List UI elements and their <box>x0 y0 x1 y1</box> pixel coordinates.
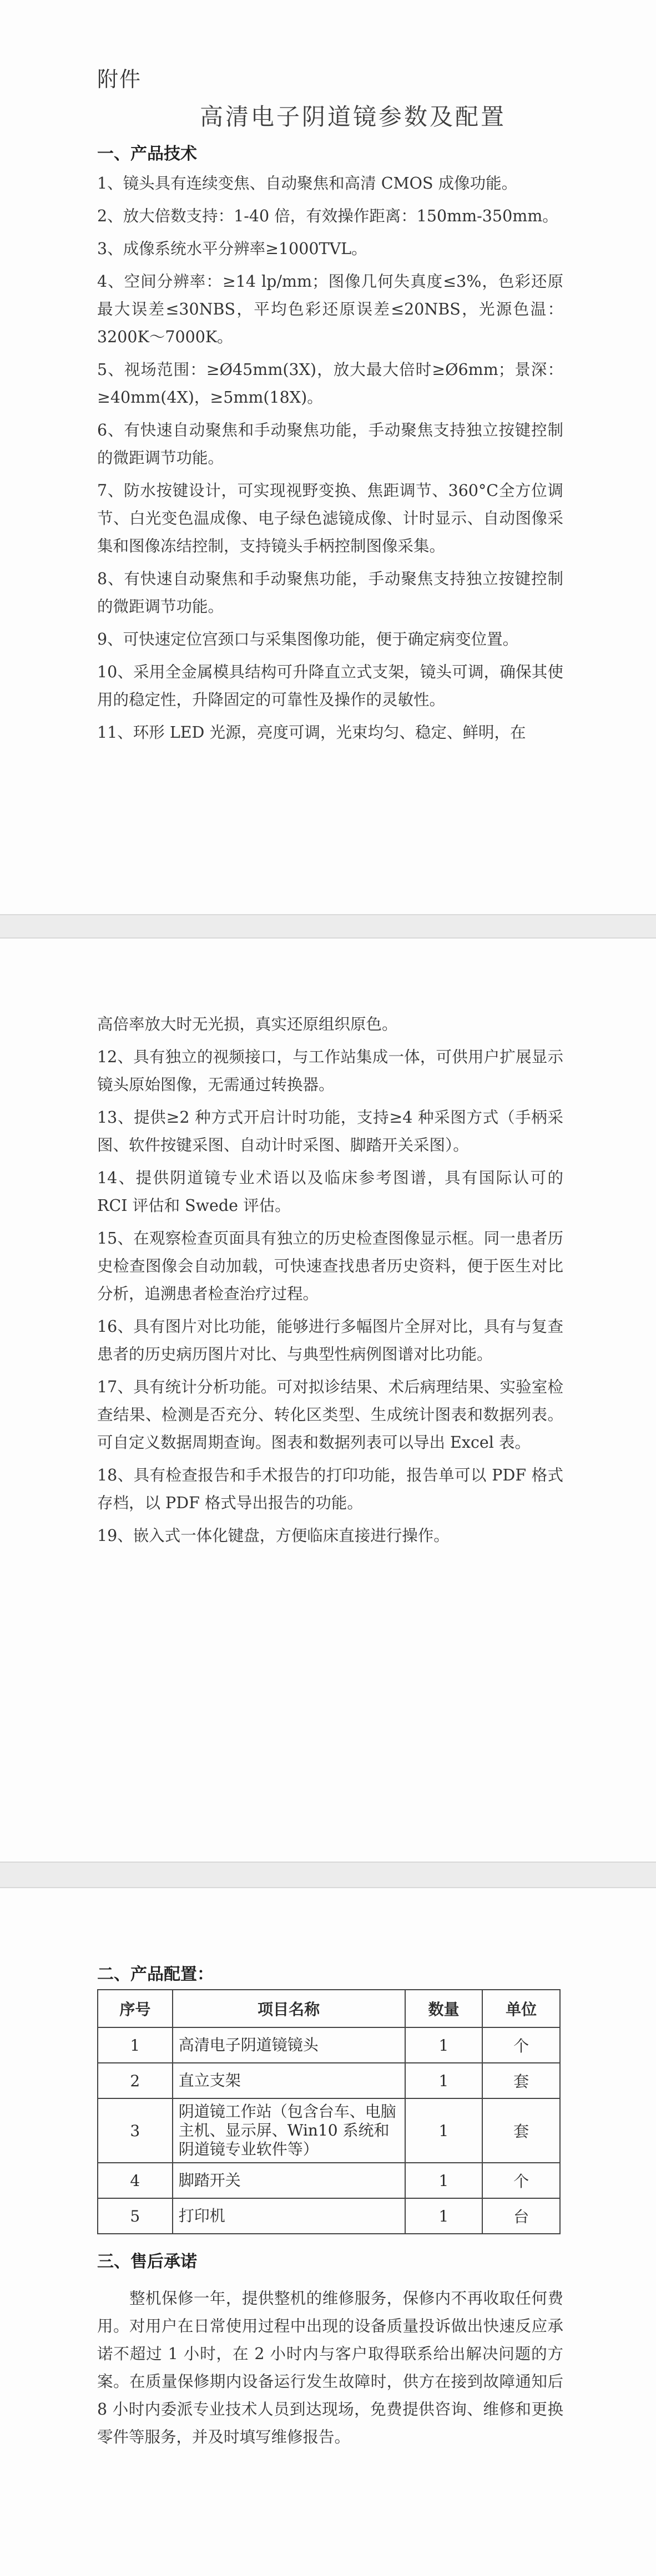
tech-item-19: 19、嵌入式一体化键盘，方便临床直接进行操作。 <box>97 1527 450 1545</box>
cell-unit: 台 <box>482 2198 560 2234</box>
document-page-3 <box>0 1887 656 2576</box>
tech-item-7: 7、防水按键设计，可实现视野变换、焦距调节、360°C全方位调节、白光变色温成像、电子绿色滤镜成像、计时显示、自动图像采集和图像冻结控制，支持镜头手柄控制图像采集。 <box>97 481 563 555</box>
after-sales-text: 整机保修一年，提供整机的维修服务，保修内不再收取任何费用。对用户在日常使用过程中出现的设备质量投诉做出快速反应承诺不超过 1 小时，在 2 小时内与客户取得联系给出解决问题的方案。在质量保修期内设备运行发生故障时，供方在接到故障通知后 8 小时内委派专业技术人员到达现场，免费提供咨询、维修和更换零件等服务，并及时填写维修报告。 <box>97 2289 563 2446</box>
table-row <box>98 2027 560 2063</box>
table-row <box>98 2198 560 2234</box>
annex-label: 附件 <box>97 67 142 92</box>
technical-items-page-2 <box>97 1011 563 1555</box>
tech-item-12: 12、具有独立的视频接口，与工作站集成一体，可供用户扩展显示镜头原始图像，无需通过转换器。 <box>97 1048 563 1094</box>
tech-item-10: 10、采用全金属模具结构可升降直立式支架，镜头可调，确保其使用的稳定性，升降固定的可靠性及操作的灵敏性。 <box>97 663 563 709</box>
tech-item-16: 16、具有图片对比功能，能够进行多幅图片全屏对比，具有与复查患者的历史病历图片对比、与典型性病例图谱对比功能。 <box>97 1317 563 1363</box>
tech-item-2: 2、放大倍数支持：1-40 倍，有效操作距离：150mm-350mm。 <box>97 207 558 225</box>
col-header-qty: 数量 <box>405 1990 483 2027</box>
cell-name: 脚踏开关 <box>173 2163 405 2198</box>
tech-item-14: 14、提供阴道镜专业术语以及临床参考图谱，具有国际认可的 RCI 评估和 Swede 评估。 <box>97 1169 563 1215</box>
tech-item-9: 9、可快速定位宫颈口与采集图像功能，便于确定病变位置。 <box>97 630 519 648</box>
tech-item-15: 15、在观察检查页面具有独立的历史检查图像显示框。同一患者历史检查图像会自动加载，可快速查找患者历史资料，便于医生对比分析，追溯患者检查治疗过程。 <box>97 1229 563 1303</box>
tech-item-17: 17、具有统计分析功能。可对拟诊结果、术后病理结果、实验室检查结果、检测是否充分、转化区类型、生成统计图表和数据列表。可自定义数据周期查询。图表和数据列表可以导出 Excel 表。 <box>97 1378 563 1452</box>
tech-item-6: 6、有快速自动聚焦和手动聚焦功能，手动聚焦支持独立按键控制的微距调节功能。 <box>97 421 563 467</box>
cell-unit: 套 <box>482 2098 560 2163</box>
cell-no: 5 <box>98 2198 173 2234</box>
section-heading-after-sales: 三、售后承诺 <box>97 2252 197 2271</box>
tech-item-3: 3、成像系统水平分辨率≥1000TVL。 <box>97 240 367 258</box>
tech-item-1: 1、镜头具有连续变焦、自动聚焦和高清 CMOS 成像功能。 <box>97 174 518 192</box>
section-heading-configuration: 二、产品配置： <box>97 1965 214 1984</box>
tech-item-5: 5、视场范围：≥Ø45mm(3X)，放大最大倍时≥Ø6mm；景深：≥40mm(4X)，≥5mm(18X)。 <box>97 361 563 407</box>
col-header-no: 序号 <box>98 1990 173 2027</box>
tech-item-11-cont: 高倍率放大时无光损，真实还原组织原色。 <box>97 1015 398 1033</box>
cell-qty: 1 <box>405 2027 483 2063</box>
technical-items-page-1 <box>97 170 563 752</box>
cell-qty: 1 <box>405 2063 483 2098</box>
col-header-unit: 单位 <box>482 1990 560 2027</box>
cell-qty: 1 <box>405 2098 483 2163</box>
cell-no: 2 <box>98 2063 173 2098</box>
tech-item-8: 8、有快速自动聚焦和手动聚焦功能，手动聚焦支持独立按键控制的微距调节功能。 <box>97 570 563 616</box>
configuration-table <box>97 1989 561 2234</box>
section-heading-technical: 一、产品技术 <box>97 144 197 164</box>
table-header-row <box>98 1990 560 2027</box>
table-row <box>98 2063 560 2098</box>
tech-item-18: 18、具有检查报告和手术报告的打印功能，报告单可以 PDF 格式存档，以 PDF 格式导出报告的功能。 <box>97 1466 563 1512</box>
cell-no: 4 <box>98 2163 173 2198</box>
cell-no: 1 <box>98 2027 173 2063</box>
cell-unit: 个 <box>482 2027 560 2063</box>
cell-name: 阴道镜工作站（包含台车、电脑主机、显示屏、Win10 系统和阴道镜专业软件等） <box>173 2098 405 2163</box>
tech-item-4: 4、空间分辨率：≥14 lp/mm；图像几何失真度≤3%，色彩还原最大误差≤30NBS，平均色彩还原误差≤20NBS，光源色温：3200K～7000K。 <box>97 272 563 346</box>
cell-qty: 1 <box>405 2163 483 2198</box>
cell-qty: 1 <box>405 2198 483 2234</box>
col-header-name: 项目名称 <box>173 1990 405 2027</box>
document-page-1 <box>0 0 656 915</box>
tech-item-13: 13、提供≥2 种方式开启计时功能，支持≥4 种采图方式（手柄采图、软件按键采图、自动计时采图、脚踏开关采图）。 <box>97 1108 563 1154</box>
document-title: 高清电子阴道镜参数及配置 <box>199 103 506 130</box>
cell-unit: 个 <box>482 2163 560 2198</box>
tech-item-11: 11、环形 LED 光源，亮度可调，光束均匀、稳定、鲜明，在 <box>97 723 526 742</box>
cell-unit: 套 <box>482 2063 560 2098</box>
table-row <box>98 2098 560 2163</box>
cell-name: 直立支架 <box>173 2063 405 2098</box>
cell-no: 3 <box>98 2098 173 2163</box>
after-sales-text-block <box>97 2285 563 2456</box>
table-row <box>98 2163 560 2198</box>
document-page-2 <box>0 937 656 1863</box>
cell-name: 打印机 <box>173 2198 405 2234</box>
cell-name: 高清电子阴道镜镜头 <box>173 2027 405 2063</box>
